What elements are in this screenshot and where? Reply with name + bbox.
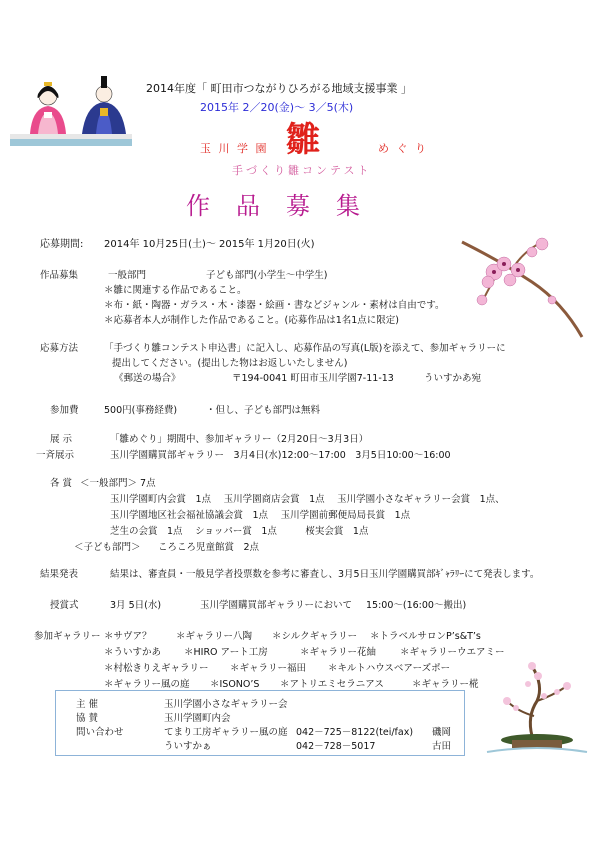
ceremony-time: 15:00～(16:00～搬出) bbox=[366, 600, 467, 611]
gallery-item: ＊ギャラリー椛 bbox=[412, 679, 479, 690]
contact-1-person: 磯岡 bbox=[432, 727, 452, 738]
hina-kanji: 雛 bbox=[286, 120, 320, 160]
contact-2-name: ういすかぁ bbox=[164, 741, 212, 752]
fee-label: 参加費 bbox=[50, 405, 79, 416]
works-general: 一般部門 bbox=[108, 270, 147, 281]
method-label: 応募方法 bbox=[40, 343, 79, 354]
method-line-1: 「手づくり雛コンテスト申込書」に記入し、応募作品の写真(L版)を添えて、参加ギャラリーに bbox=[104, 343, 506, 354]
gallery-item: ＊キルトハウスベアーズポー bbox=[328, 663, 451, 674]
gallery-item: ＊ギャラリー風の庭 bbox=[104, 679, 190, 690]
gallery-item: ＊シルクギャラリー bbox=[272, 631, 358, 642]
mail-label: 《郵送の場合》 bbox=[114, 373, 181, 384]
page-title: 作品募集 bbox=[186, 192, 386, 220]
gallery-item: ＊アトリエミセラニアス bbox=[280, 679, 384, 690]
contact-2-person: 古田 bbox=[432, 741, 452, 752]
contact-label: 問い合わせ bbox=[76, 727, 124, 738]
awards-children-award: ころころ児童館賞 2点 bbox=[158, 542, 260, 553]
meguri-label: め ぐ り bbox=[378, 142, 428, 155]
works-line-3: ＊応募者本人が制作した作品であること。(応募作品は1名1点に限定) bbox=[104, 315, 400, 326]
galleries-label: 参加ギャラリー bbox=[34, 631, 101, 642]
awards-children-head: ＜子ども部門＞ bbox=[74, 542, 141, 553]
hina-dolls-illustration bbox=[8, 72, 138, 156]
contest-title: 手づくり雛コンテスト bbox=[232, 164, 372, 177]
gallery-item: ＊サヴア？ bbox=[104, 631, 152, 642]
awards-label: 各 賞 bbox=[50, 478, 73, 489]
method-line-2: 提出してください。(提出した物はお返しいたしません) bbox=[112, 358, 348, 369]
fee-value: 500円(事務経費) bbox=[104, 405, 178, 416]
contact-2-tel: 042－728－5017 bbox=[296, 741, 376, 752]
org-name: 玉 川 学 園 bbox=[200, 142, 269, 155]
plum-blossom-illustration bbox=[452, 222, 592, 346]
exhibit-label: 展 示 bbox=[50, 434, 73, 445]
event-year-title: 2014年度「 町田市つながりひろがる地域支援事業 」 bbox=[146, 82, 412, 95]
ceremony-place: 玉川学園購買部ギャラリーにおいて bbox=[200, 600, 353, 611]
exhibit-value-2: 玉川学園購買部ギャラリー 3月4日(水)12:00～17:00 3月5日10:00～16:00 bbox=[110, 450, 451, 461]
period-label: 応募期間: bbox=[40, 239, 84, 250]
contact-1-tel: 042－725－8122(tei/fax) bbox=[296, 727, 414, 738]
gallery-item: ＊ういすかあ bbox=[104, 647, 162, 658]
organizer-value: 玉川学園小さなギャラリー会 bbox=[164, 699, 288, 710]
ceremony-label: 授賞式 bbox=[50, 600, 79, 611]
result-value: 結果は、審査員・一般見学者投票数を参考に審査し、3月5日玉川学園購買部ｷﾞｬﾗﾘｰにて発表します。 bbox=[110, 569, 540, 580]
gallery-item: ＊HIRO アート工房 bbox=[184, 647, 268, 658]
awards-row-3: 芝生の会賞 1点 ショッパー賞 1点 桜実会賞 1点 bbox=[110, 526, 369, 537]
support-value: 玉川学園町内会 bbox=[164, 713, 231, 724]
event-date-range: 2015年 2／20(金)～ 3／5(木) bbox=[200, 101, 354, 114]
fee-note: ・但し、子ども部門は無料 bbox=[206, 405, 321, 416]
gallery-item: ＊ISONO’S bbox=[210, 679, 260, 690]
mail-recipient: ういすかあ宛 bbox=[424, 373, 482, 384]
support-label: 協 賛 bbox=[76, 713, 99, 724]
gallery-item: ＊ギャラリーウエアミー bbox=[400, 647, 505, 658]
ceremony-date: 3月 5日(水) bbox=[110, 600, 162, 611]
organizer-label: 主 催 bbox=[76, 699, 99, 710]
exhibit-label-2: 一斉展示 bbox=[36, 450, 75, 461]
awards-row-1: 玉川学園町内会賞 1点 玉川学園商店会賞 1点 玉川学園小さなギャラリー会賞 1点、 bbox=[110, 494, 505, 505]
gallery-item: ＊ギャラリー八陶 bbox=[176, 631, 253, 642]
works-children: 子ども部門(小学生～中学生) bbox=[206, 270, 328, 281]
contact-1-name: てまり工房ギャラリー風の庭 bbox=[164, 727, 288, 738]
gallery-item: ＊ギャラリー花紬 bbox=[300, 647, 377, 658]
awards-general-head: ＜一般部門＞ 7点 bbox=[80, 478, 156, 489]
works-label: 作品募集 bbox=[40, 270, 79, 281]
gallery-item: ＊村松きりえギャラリー bbox=[104, 663, 209, 674]
gallery-item: ＊ギャラリー福田 bbox=[230, 663, 307, 674]
exhibit-value: 「雛めぐり」期間中、参加ギャラリー（2月20日～3月3日） bbox=[110, 434, 369, 445]
result-label: 結果発表 bbox=[40, 569, 79, 580]
mail-address: 〒194-0041 町田市玉川学園7-11-13 bbox=[232, 373, 394, 384]
works-line-1: ＊雛に関連する作品であること。 bbox=[104, 285, 247, 296]
works-line-2: ＊布・紙・陶器・ガラス・木・漆器・絵画・書などジャンル・素材は自由です。 bbox=[104, 300, 445, 311]
awards-row-2: 玉川学園地区社会福祉協議会賞 1点 玉川学園前郵便局局長賞 1点 bbox=[110, 510, 411, 521]
bonsai-illustration bbox=[482, 656, 592, 760]
gallery-item: ＊トラベルサロンP’s&T’s bbox=[370, 631, 481, 642]
period-value: 2014年 10月25日(土)～ 2015年 1月20日(火) bbox=[104, 239, 315, 250]
